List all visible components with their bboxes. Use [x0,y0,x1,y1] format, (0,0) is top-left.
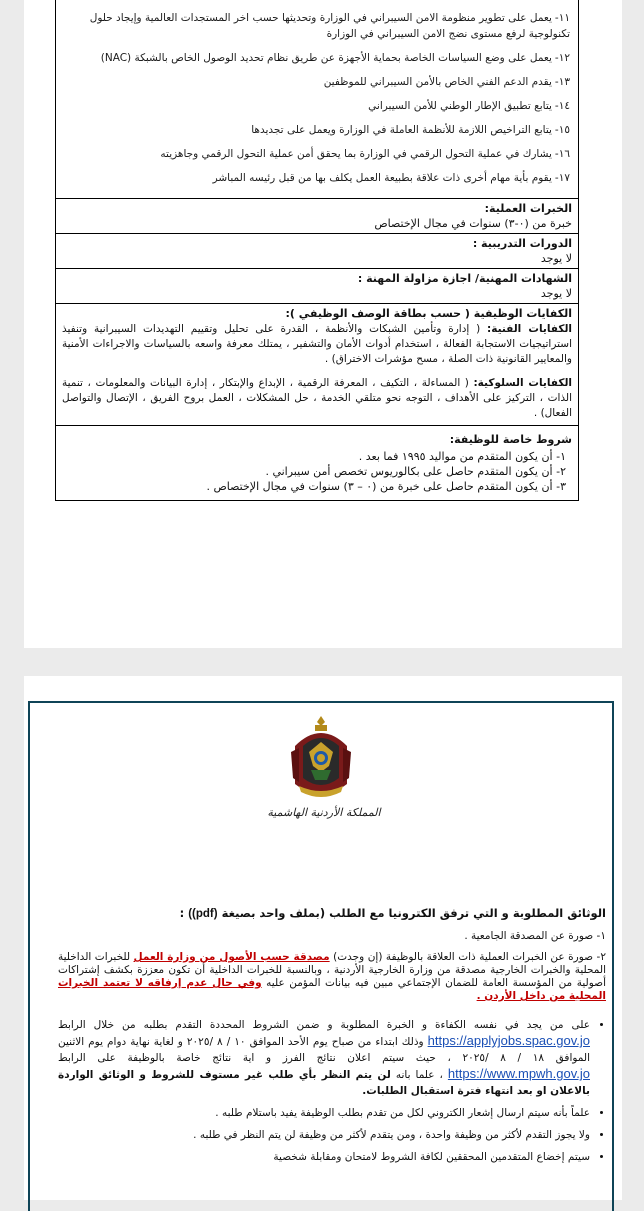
page-2 [24,676,622,1200]
document-item: ١- صورة عن المصدقة الجامعية . [464,930,606,942]
technical-competencies: الكفايات الفنية: ( إدارة وتأمين الشبكات والأنظمة ، القدرة على تحليل وتقييم التهديدات السيبرانية وتنفيذ استراتيجيات الاستجابة الفعالة ، استخدام أدوات الأمان والتشفير ، يمتلك معرفة واسعه بالسياسات والاجراءات الأمنية والمعايير القانونية ذات الصلة ، مسح مؤشرات الاختراق) . [62,323,572,365]
duty-item: ١٧-يقوم بأية مهام أخرى ذات علاقة بطبيعة العمل يكلف بها من قبل رئيسه المباشر [212,172,570,184]
certificates-value: لا يوجد [540,287,572,300]
experience-title: الخبرات العملية: [484,202,572,215]
condition-item: ٢- أن يكون المتقدم حاصل على بكالوريوس تخصص أمن سيبراني . [265,465,566,478]
job-description-table [55,0,579,501]
duty-item: ١٢-يعمل على وضع السياسات الخاصة بحماية الأجهزة عن طريق نظام تحديد الوصول الخاص بالشبكة (NAC) [100,52,570,64]
apply-jobs-link[interactable]: https://applyjobs.spac.gov.jo [427,1033,590,1048]
certificates-section [56,268,578,303]
instruction-item: • على من يجد في نفسه الكفاءة و الخبرة المطلوبة و ضمن الشروط المحددة التقدم بطلبه من خلال الرابط https://applyjobs.spac.gov.jo وذلك ابتداء من صباح يوم الأحد الموافق ١٠ / ٨ /٢٠٢٥ و لغاية نهاية دوام يوم الاثنين الموافق ١٨ / ٨ /٢٠٢٥ ، حيث سيتم اعلان نتائج الفرز و اية نتائج خاصة بالوظيفة على الرابط https://www.mpwh.gov.jo ، علما بانه لن يتم النظر بأي طلب غير مستوف للشروط و الوثائق الواردة بالاعلان او بعد انتهاء فترة استقبال الطلبات. [58,1017,590,1099]
coat-of-arms-icon [285,712,357,804]
certificates-title: الشهادات المهنية/ اجازة مزاولة المهنة : [357,272,572,285]
duty-item: ١٤-يتابع تطبيق الإطار الوطني للأمن السيبراني [368,100,570,112]
instruction-item: • ولا يجوز التقدم لأكثر من وظيفة واحدة ، ومن يتقدم لأكثر من وظيفة لن يتم النظر في طلبه . [58,1127,590,1143]
duty-item: ١١-يعمل على تطوير منظومة الامن السيبراني في الوزارة وتحديثها حسب اخر المستجدات العالمية وإيجاد حلول تكنولوجية لرفع مستوى نضج الامن السيبراني في الوزارة [89,12,570,40]
page-1 [24,0,622,648]
instruction-item: • علماً بأنه سيتم ارسال إشعار الكتروني لكل من تقدم بطلب الوظيفة يفيد باستلام طلبه . [58,1105,590,1121]
conditions-list [62,449,572,494]
instructions-list [58,1017,606,1165]
training-title: الدورات التدريبية : [472,237,572,250]
document-item: ٢- صورة عن الخبرات العملية ذات العلاقة بالوظيفة (إن وجدت) مصدقة حسب الأصول من وزارة العمل للخبرات الداخلية المحلية والخبرات الخارجية مصدقة من وزارة الخارجية الأردنية ، وبالنسبة للخبرات الداخلية أن تكون معززة بكشف إشتراكات أصولية من المؤسسة العامة للضمان الإجتماعي مبين فيه بيانات المؤمن عليه وفي حال عدم إرفاقه لا تعتمد الخبرات المحلية من داخل الأردن . [58,951,606,1002]
instruction-item: • سيتم إخضاع المتقدمين المحققين لكافة الشروط لامتحان ومقابلة شخصية [58,1149,590,1165]
experience-section [56,198,578,233]
competencies-title: الكفايات الوظيفية ( حسب بطاقة الوصف الوظيفي ): [285,307,572,320]
mpwh-link[interactable]: https://www.mpwh.gov.jo [447,1066,590,1081]
condition-item: ٣- أن يكون المتقدم حاصل على خبرة من (٠ – ٣) سنوات في مجال الإختصاص . [206,480,566,493]
duty-item: ١٣-يقدم الدعم الفني الخاص بالأمن السيبراني للموظفين [323,76,570,88]
required-documents-title: الوثائق المطلوبة و التي ترفق الكترونيا مع الطلب (بملف واحد بصيغة (pdf)) : [179,906,606,920]
requirements-content [58,906,606,1171]
kingdom-name: المملكة الأردنية الهاشمية [267,806,381,819]
duty-item: ١٦-يشارك في عملية التحول الرقمي في الوزارة بما يحقق أمن عملية التحول الرقمي وجاهزيته [160,148,570,160]
experience-value: خبرة من (٠-٣) سنوات في مجال الإختصاص [374,217,572,230]
conditions-title: شروط خاصة للوظيفة: [449,433,572,446]
competencies-section [56,303,578,425]
duty-item: ١٥-يتابع التراخيص اللازمة للأنظمة العاملة في الوزارة ويعمل على تجديدها [251,124,570,136]
training-value: لا يوجد [540,252,572,265]
behavioral-competencies: الكفايات السلوكية: ( المساءلة ، التكيف ، المعرفة الرقمية ، الإبداع والإبتكار ، إدارة البيانات والمعلومات ، تنمية الذات ، التركيز على الأهداف ، التوجه نحو متلقي الخدمة ، حل المشكلات ، العمل بروح الفريق ، الإتصال والتواصل الفعال) . [62,377,573,419]
condition-item: ١- أن يكون المتقدم من مواليد ١٩٩٥ فما بعد . [358,450,566,463]
duties-list [56,0,578,198]
training-section [56,233,578,268]
conditions-section [56,425,578,500]
